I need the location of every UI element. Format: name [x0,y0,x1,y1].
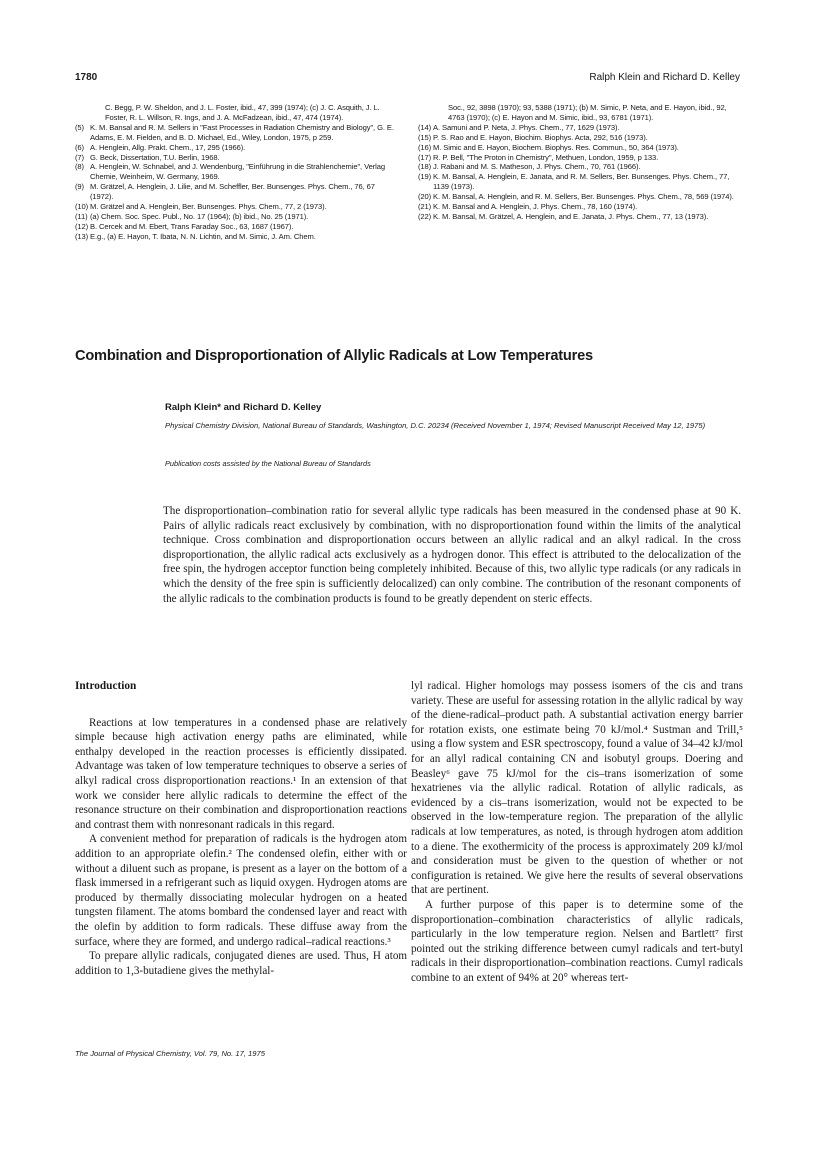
reference-item: (20) K. M. Bansal, A. Henglein, and R. M. Sellers, Ber. Bunsenges. Phys. Chem., 78, 569 (1974). [418,192,740,202]
reference-text: R. P. Bell, "The Proton in Chemistry", Methuen, London, 1959, p 133. [433,152,659,162]
reference-text: M. Simic and E. Hayon, Biochem. Biophys. Res. Commun., 50, 364 (1973). [433,142,679,152]
page-number: 1780 [75,72,98,83]
reference-text: M. Grätzel and A. Henglein, Ber. Bunsenges. Phys. Chem., 77, 2 (1973). [90,202,327,212]
article-title: Combination and Disproportionation of Allylic Radicals at Low Temperatures [75,348,593,364]
body-paragraph: A further purpose of this paper is to determine some of the disproportionation–combination characteristics of allylic radicals, particularly in the low temperature region. Nelsen and Bartlett⁷ first pointed out the striking difference between cumyl radicals and tert-butyl radicals in their disproportionation–combination reactions. Cumyl radicals combine to an extent of 94% at 20° whereas tert- [411,898,743,984]
reference-item: (11) (a) Chem. Soc. Spec. Publ., No. 17 (1964); (b) ibid., No. 25 (1971). [75,212,395,222]
reference-text: K. M. Bansal and R. M. Sellers in "Fast Processes in Radiation Chemistry and Biology", G. E. Adams, E. M. Fielden, and B. D. Michael, Ed., Wiley, London, 1975, p 259. [90,122,394,142]
reference-item: (17) R. P. Bell, "The Proton in Chemistry", Methuen, London, 1959, p 133. [418,153,740,163]
reference-item: (10) M. Grätzel and A. Henglein, Ber. Bunsenges. Phys. Chem., 77, 2 (1973). [75,202,395,212]
reference-text: K. M. Bansal, A. Henglein, E. Janata, and R. M. Sellers, Ber. Bunsenges. Phys. Chem., 77, 1139 (1973). [433,172,730,192]
references-left-column [75,103,395,242]
reference-item: (19) K. M. Bansal, A. Henglein, E. Janata, and R. M. Sellers, Ber. Bunsenges. Phys. Chem., 77, 1139 (1973). [418,172,740,192]
reference-text: K. M. Bansal, M. Grätzel, A. Henglein, and E. Janata, J. Phys. Chem., 77, 13 (1973). [433,211,709,221]
article-authors: Ralph Klein* and Richard D. Kelley [165,402,322,413]
reference-item: (21) K. M. Bansal and A. Henglein, J. Phys. Chem., 78, 160 (1974). [418,202,740,212]
reference-text: M. Grätzel, A. Henglein, J. Lilie, and M. Scheffler, Ber. Bunsenges. Phys. Chem., 76, 67 (1972). [90,182,375,202]
reference-text: Soc., 92, 3898 (1970); 93, 5388 (1971); (b) M. Simic, P. Neta, and E. Hayon, ibid., 92, 4763 (1970); (c) E. Hayon and M. Simic, ibid., 93, 6781 (1971). [448,103,727,122]
body-right-column [411,679,743,985]
reference-text: P. S. Rao and E. Hayon, Biochim. Biophys. Acta, 292, 516 (1973). [433,132,648,142]
reference-text: B. Cercek and M. Ebert, Trans Faraday Soc., 63, 1687 (1967). [90,221,294,231]
references-right-column [418,103,740,222]
reference-item: (6) A. Henglein, Allg. Prakt. Chem., 17, 295 (1966). [75,143,395,153]
reference-item: (7) G. Beck, Dissertation, T.U. Berlin, 1968. [75,153,395,163]
reference-text: J. Rabani and M. S. Matheson, J. Phys. Chem., 70, 761 (1966). [433,162,641,172]
reference-item: (14) A. Samuni and P. Neta, J. Phys. Chem., 77, 1629 (1973). [418,123,740,133]
reference-text: A. Samuni and P. Neta, J. Phys. Chem., 77, 1629 (1973). [433,122,620,132]
reference-text: G. Beck, Dissertation, T.U. Berlin, 1968. [90,152,220,162]
reference-item: (9) M. Grätzel, A. Henglein, J. Lilie, and M. Scheffler, Ber. Bunsenges. Phys. Chem., 76, 67 (1972). [75,182,395,202]
author-affiliation: Physical Chemistry Division, National Bureau of Standards, Washington, D.C. 20234 (Received November 1, 1974; Revised Manuscript Received May 12, 1975) [165,421,706,430]
reference-text: K. M. Bansal and A. Henglein, J. Phys. Chem., 78, 160 (1974). [433,202,638,212]
reference-text: C. Begg, P. W. Sheldon, and J. L. Foster, ibid., 47, 399 (1974); (c) J. C. Asquith, J. L. Foster, R. L. Willson, R. Ings, and J. A. McFadzean, ibid., 47, 474 (1974). [105,103,380,122]
body-paragraph: To prepare allylic radicals, conjugated dienes are used. Thus, H atom addition to 1,3-butadiene gives the methylal- [75,950,407,977]
reference-item: (13) E.g., (a) E. Hayon, T. Ibata, N. N. Lichtin, and M. Simic, J. Am. Chem. [75,232,395,242]
reference-text: E.g., (a) E. Hayon, T. Ibata, N. N. Lichtin, and M. Simic, J. Am. Chem. [90,231,316,241]
reference-text: K. M. Bansal, A. Henglein, and R. M. Sellers, Ber. Bunsenges. Phys. Chem., 78, 569 (1974). [433,192,734,202]
body-paragraph: lyl radical. Higher homologs may possess isomers of the cis and trans variety. These are useful for assessing rotation in the allylic radical by way of the diene-radical–product path. A substantial activation energy barrier for rotation exists, one estimate being 70 kJ/mol.⁴ Sustman and Trill,⁵ using a flow system and ESR spectroscopy, found a value of 34–42 kJ/mol for an allyl radical containing CN and isobutyl groups. Doering and Beasley⁶ gave 75 kJ/mol for the cis–trans isomerization of some hexatrienes via the allylic radical. Rotation of allylic radicals, as evidenced by a cis–trans isomerization, would not be expected to be observed in the low-temperature region. The preparation of the allylic radicals at low temperatures, as noted, is through hydrogen atom addition to a diene. The exothermicity of the process is approximately 209 kJ/mol and consideration must be given to the question of whether or not configuration is retained. We give here the results of several observations that are pertinent. [411,680,743,897]
reference-text: A. Henglein, Allg. Prakt. Chem., 17, 295 (1966). [90,142,246,152]
body-paragraph: Reactions at low temperatures in a condensed phase are relatively simple because high activation energy paths are eliminated, while enthalpy developed in the reaction processes is efficiently dissipated. Advantage was taken of low temperature techniques to observe a series of alkyl radical cross disproportionation reactions.¹ In an extension of that work we consider here allylic radicals to determine the effect of the resonance structure on their combination and disproportionation reactions and contrast them with nonresonant radicals in this regard. [75,716,407,831]
section-heading-introduction: Introduction [75,680,137,692]
reference-item: (8) A. Henglein, W. Schnabel, and J. Wendenburg, "Einführung in die Strahlenchemie", Verlag Chemie, Weinheim, W. Germany, 1969. [75,162,395,182]
reference-item [75,103,395,123]
reference-item: (15) P. S. Rao and E. Hayon, Biochim. Biophys. Acta, 292, 516 (1973). [418,133,740,143]
reference-item: (22) K. M. Bansal, M. Grätzel, A. Henglein, and E. Janata, J. Phys. Chem., 77, 13 (1973). [418,212,740,222]
body-paragraph: A convenient method for preparation of radicals is the hydrogen atom addition to an appropriate olefin.² The condensed olefin, either with or without a diluent such as propane, is present as a layer on the bottom of a flask immersed in a refrigerant such as liquid oxygen. Hydrogen atoms are produced by thermally dissociating molecular hydrogen on a heated tungsten filament. The atoms bombard the condensed layer and react with the olefin by addition to form radicals. These diffuse away from the surface, where they are formed, and undergo radical–radical reactions.³ [75,833,407,948]
reference-text: A. Henglein, W. Schnabel, and J. Wendenburg, "Einführung in die Strahlenchemie", Verlag Chemie, Weinheim, W. Germany, 1969. [90,162,386,182]
reference-item [418,103,740,123]
abstract: The disproportionation–combination ratio for several allylic type radicals has been measured in the condensed phase at 90 K. Pairs of allylic radicals react exclusively by combination, with no disproportionation found within the limits of the analytical technique. Cross combination and disproportionation occurs between an allylic radical and an alkyl radical. In the cross disproportionation, the allylic radical acts exclusively as a hydrogen donor. This effect is attributed to the delocalization of the free spin, the hydrogen acceptor function being completely inhibited. Because of this, two allylic type radicals (or any radicals in which the density of the free spin is sufficiently delocalized) can only combine. The contribution of the resonant components of the allylic radicals to the combination products is found to be greatly dependent on steric effects. [163,505,741,605]
reference-item: (12) B. Cercek and M. Ebert, Trans Faraday Soc., 63, 1687 (1967). [75,222,395,232]
reference-text: (a) Chem. Soc. Spec. Publ., No. 17 (1964); (b) ibid., No. 25 (1971). [90,211,309,221]
reference-item: (5) K. M. Bansal and R. M. Sellers in "Fast Processes in Radiation Chemistry and Biology", G. E. Adams, E. M. Fielden, and B. D. Michael, Ed., Wiley, London, 1975, p 259. [75,122,394,142]
body-left-column [75,679,407,978]
reference-item: (18) J. Rabani and M. S. Matheson, J. Phys. Chem., 70, 761 (1966). [418,162,740,172]
journal-footer: The Journal of Physical Chemistry, Vol. 79, No. 17, 1975 [75,1049,265,1058]
running-head: Ralph Klein and Richard D. Kelley [589,72,740,83]
reference-item: (16) M. Simic and E. Hayon, Biochem. Biophys. Res. Commun., 50, 364 (1973). [418,143,740,153]
publication-costs-note: Publication costs assisted by the National Bureau of Standards [165,459,371,468]
